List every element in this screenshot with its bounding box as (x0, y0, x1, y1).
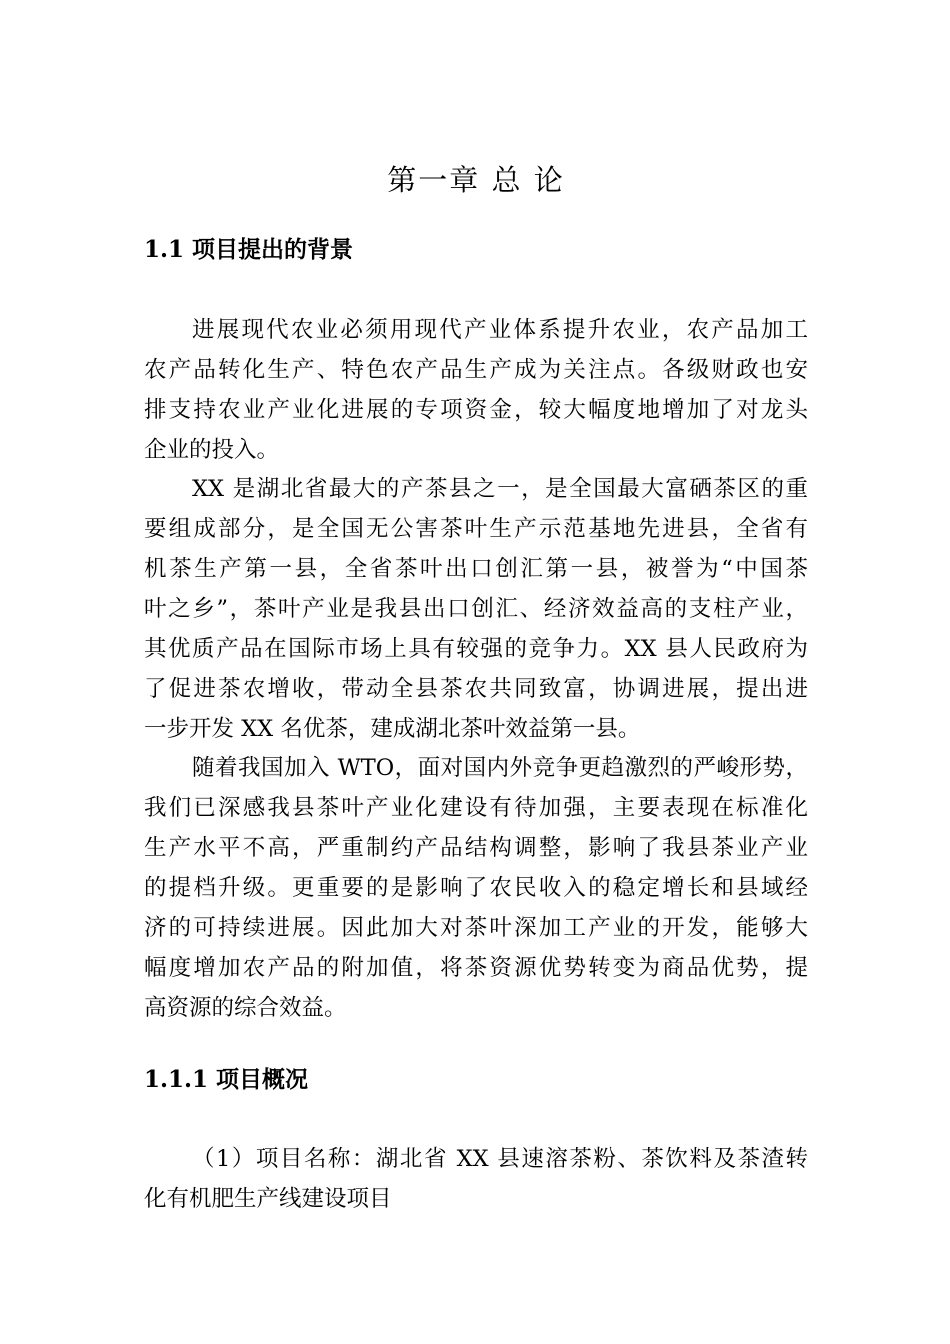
paragraph-background-3 (144, 748, 808, 1028)
paragraph-line: 农产品转化生产、特色农产品生产成为关注点。各级财政也安 (144, 357, 808, 383)
paragraph-line: （1）项目名称：湖北省 XX 县速溶茶粉、茶饮料及茶渣转 (192, 1146, 808, 1172)
section-heading-1-1: 1.1 项目提出的背景 (144, 236, 354, 263)
paragraph-line: 化有机肥生产线建设项目 (144, 1186, 392, 1212)
paragraph-line: 高资源的综合效益。 (144, 995, 347, 1021)
paragraph-line: 随着我国加入 WTO，面对国内外竞争更趋激烈的严峻形势， (192, 755, 808, 781)
chapter-title: 第一章 总 论 (387, 163, 565, 197)
paragraph-line: 排支持农业产业化进展的专项资金，较大幅度地增加了对龙头 (144, 397, 808, 423)
paragraph-line: 要组成部分，是全国无公害茶叶生产示范基地先进县，全省有 (144, 516, 808, 542)
paragraph-line: 幅度增加农产品的附加值，将茶资源优势转变为商品优势，提 (144, 955, 808, 981)
paragraph-line: 机茶生产第一县，全省茶叶出口创汇第一县，被誉为“中国茶 (144, 556, 808, 582)
paragraph-line: 进展现代农业必须用现代产业体系提升农业，农产品加工 (192, 317, 808, 343)
paragraph-line: 一步开发 XX 名优茶，建成湖北茶叶效益第一县。 (144, 716, 641, 742)
paragraph-line: 其优质产品在国际市场上具有较强的竞争力。XX 县人民政府为 (144, 636, 808, 662)
paragraph-line: 的提档升级。更重要的是影响了农民收入的稳定增长和县域经 (144, 875, 808, 901)
paragraph-line: 我们已深感我县茶叶产业化建设有待加强，主要表现在标准化 (144, 795, 808, 821)
paragraph-line: XX 是湖北省最大的产茶县之一，是全国最大富硒茶区的重 (192, 476, 808, 502)
paragraph-line: 企业的投入。 (144, 437, 280, 463)
paragraph-background-2 (144, 469, 808, 749)
paragraph-line: 济的可持续进展。因此加大对茶叶深加工产业的开发，能够大 (144, 915, 808, 941)
section-heading-1-1-1: 1.1.1 项目概况 (144, 1066, 309, 1093)
paragraph-line: 叶之乡”，茶叶产业是我县出口创汇、经济效益高的支柱产业， (144, 596, 808, 622)
paragraph-background-1 (144, 310, 808, 470)
paragraph-project-name (144, 1139, 808, 1219)
paragraph-line: 生产水平不高，严重制约产品结构调整，影响了我县茶业产业 (144, 835, 808, 861)
paragraph-line: 了促进茶农增收，带动全县茶农共同致富，协调进展，提出进 (144, 676, 808, 702)
